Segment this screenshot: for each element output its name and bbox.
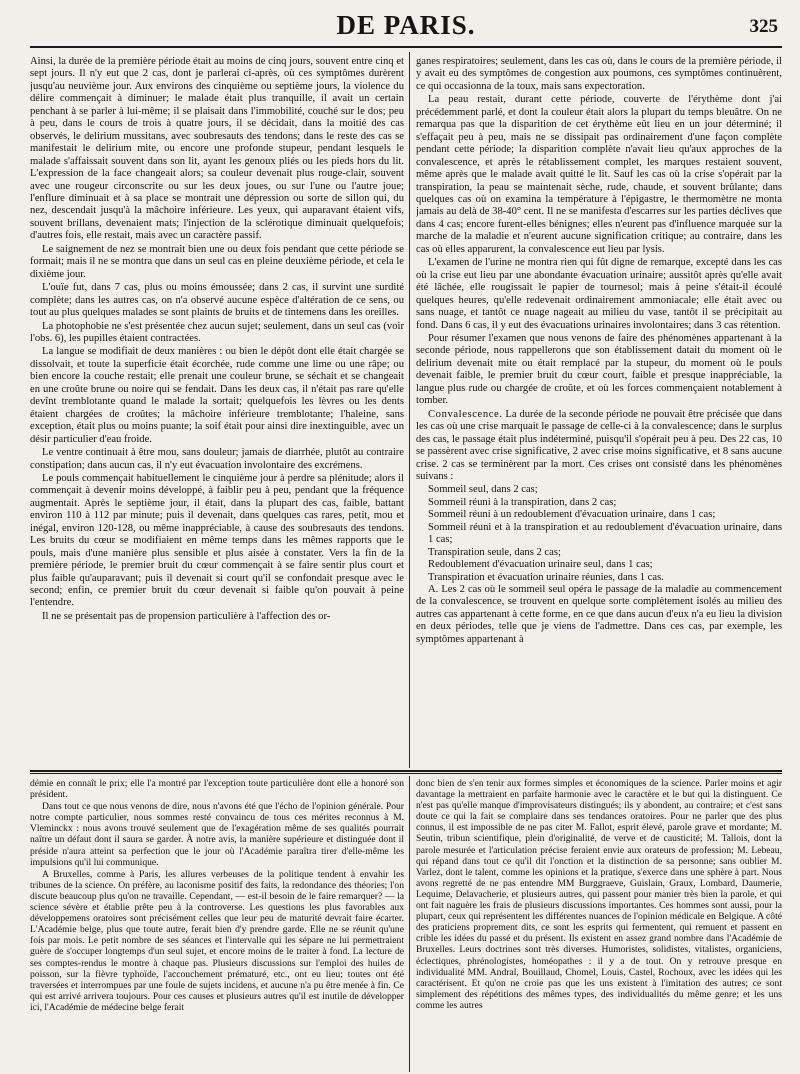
page-header	[30, 6, 782, 48]
feuilleton-column-left	[30, 778, 404, 1070]
paragraph: Le pouls commençait habituellement le cinquième jour à perdre sa plénitude; alors il commençait à devenir moins développé, à faiblir peu à peu, pendant que la fréquence augmentait. Après le septième jour, il était, dans la plupart des cas, faible, battant environ 110 à 112 par minute; puis il devenait, dans quelques cas rares, petit, mou et inégal, environ 120-128, ou même inappréciable, à cause des soubresauts des tendons. Les bruits du cœur se modifiaient en même temps dans les mêmes rapports que le pouls, mais d'une manière plus sensible et plus aisée à constater. Vers la fin de la première période, le premier bruit du cœur commençait à se faire sentir plus court et plus faible qu'auparavant; puis il devenait si court qu'il se confondait presque avec le second; enfin, ce premier bruit du cœur devenait si faible qu'on pouvait à peine l'entendre.	[30, 472, 404, 609]
paragraph: Pour résumer l'examen que nous venons de faire des phénomènes appartenant à la seconde période, nous rappellerons que son établissement datait du moment où le delirium devenait mite ou était remplacé par la stupeur, du moment où le pouls devenait faible, le premier bruit du cœur court, faible et presque inappréciable, la langue plus rude ou chargée de croûte, et où les forces commençaient notablement à tomber.	[416, 332, 782, 407]
feuilleton-column-right	[416, 778, 782, 1070]
paragraph: Dans tout ce que nous venons de dire, nous n'avons été que l'écho de l'opinion générale. Pour notre compte particulier, nous sommes resté convaincu de tous ces mérites reconnus à M. Vleminckx : nous avons trouvé seulement que de l'exagération même de ses qualités pourrait naître un défaut dont il saura se garder. À notre avis, la manière supérieure et distinguée dont il préside n'aura atteint sa perfection que le jour où l'Académie paraîtra tirer d'elle-même les impulsions qu'il lui communique.	[30, 801, 404, 868]
paragraph: La langue se modifiait de deux manières : ou bien le dépôt dont elle était chargée se dissolvait, et toute la superficie était écorchée, rude comme une lime ou une râpe; ou bien encore la couche restait; elle prenait une couleur brune, se séchait et se changeait en une croûte brune ou noire qui se fendait. Dans les deux cas, il n'était pas rare qu'elle devînt tremblotante quand le malade la sortait; quelquefois les lèvres ou les dents étaient chargées de croûtes; la mâchoire inférieure tremblotante; l'haleine, sans exception, était plus ou moins puante; la soif était pour ainsi dire inextinguible, avec un désir particulier d'eau froide.	[30, 346, 404, 445]
paragraph: La photophobie ne s'est présentée chez aucun sujet; seulement, dans un seul cas (voir l'obs. 6), les pupilles étaient contractées.	[30, 320, 404, 344]
list-item: Transpiration seule, dans 2 cas;	[428, 546, 561, 558]
paragraph: Le ventre continuait à être mou, sans douleur; jamais de diarrhée, plutôt au contraire constipation; dans aucun cas, il n'y eut évacuation involontaire des excrémens.	[30, 447, 404, 471]
paragraph: L'ouïe fut, dans 7 cas, plus ou moins émoussée; dans 2 cas, il survint une surdité complète; dans les autres cas, on n'a observé aucune espèce d'altération de ce sens, ou tout au plus quelques malades se sont plaints de bruits et de tintemens dans les oreilles.	[30, 282, 404, 319]
paragraph: Il ne se présentait pas de propension particulière à l'affection des or-	[42, 610, 331, 622]
list-item: Sommeil seul, dans 2 cas;	[428, 484, 538, 496]
list-item: Sommeil réuni à un redoublement d'évacuation urinaire, dans 1 cas;	[428, 509, 716, 521]
feuilleton-rule	[30, 770, 782, 772]
column-divider-top	[409, 52, 410, 768]
section-heading: Convalescence.	[428, 408, 503, 420]
paragraph: L'examen de l'urine ne montra rien qui fût digne de remarque, excepté dans les cas où la crise eut lieu par une abondante évacuation urinaire; aussitôt après qu'elle avait été lâchée, elle rougissait le papier de tournesol; mais à peine s'était-il écoulé quelques heures, qu'elle redevenait ordinairement ammoniacale; elle était avec ou sans nuage, et tantôt ce nuage nageait au milieu du vase, tantôt il se précipitait au fond. Dans 6 cas, il y eut des évacuations urinaires involontaires; dans 3 cas rétention.	[416, 257, 782, 331]
paragraph: donc bien de s'en tenir aux formes simples et économiques de la science. Parler moins et agir davantage la mettraient en parfaite harmonie avec le caractère et le but qui la distinguent. Ce n'est pas qu'elle manque d'improvisateurs distingués; ils y abondent, au contraire; et c'est sans doute ce qui la fait se complaire dans ses tendances oratoires. Pour ne parler que des plus connus, il est impossible de ne pas citer M. Fallot, esprit élevé, parole grave et mordante; M. Seutin, tribun scientifique, plein d'originalité, de verve et de causticité; M. Tallois, dont la parole mesurée et l'articulation précise feraient envie aux orateurs de profession; M. Lebeau, qui répand dans tout ce qu'il dit l'onction et la distinction de sa personne; sans oublier M. Varlez, dont le talent, comme les opinions et la pratique, s'exerce dans une sphère à part. Nous avons regretté de ne pas entendre MM Burggraeve, Guislain, Graux, Lombard, Daumerie, Lequime, Delavacherie, et plusieurs autres, qui passent pour manier très bien la parole, et qui ont fait naguère les frais de plusieurs discussions importantes. Ces hommes sont aussi, pour la plupart, ceux qui représentent les différentes nuances de l'opinion médicale en Belgique. A côté des praticiens proprement dits, ce sont les esprits qui fermentent, qui remuent et passent en crible les idées du passé et du présent. Ils existent en assez grand nombre dans l'Académie de Bruxelles. Leurs doctrines sont très diverses. Humoristes, solidistes, vitalistes, organiciens, éclectiques, phrénologistes, homéopathes : il y a de tout. On y retrouve presque en individualité MM. Andral, Bouillaud, Chomel, Louis, Castel, Rochoux, avec les idées qui les caractérisent. Et qu'on ne croie pas que les uns existent à l'imitation des autres; ce sont simplement des répétitions des mêmes types, des individualités du même genre; et les uns comme les autres	[416, 778, 782, 1011]
paragraph: Le saignement de nez se montrait bien une ou deux fois pendant que cette période se formait; mais il ne se montra que dans un seul cas en pleine deuxième période, et cela le dixième jour.	[30, 243, 404, 280]
convalescence-paragraph	[416, 409, 782, 484]
list-item: Transpiration et évacuation urinaire réunies, dans 1 cas.	[428, 571, 664, 583]
paragraph: La peau restait, durant cette période, couverte de l'érythème dont j'ai précédemment parlé, et dont la couleur était alors la plupart du temps bleuâtre. On ne remarqua pas que la disparition de cet érythème eût lieu en un jour déterminé; il s'effaçait peu à peu, mais ne se dissipait pas ordinairement d'une façon complète pendant cette période; la disparition complète n'avait lieu qu'aux approches de la convalescence, et après le rétablissement complet, les marques restaient souvent, même après que le malade avait quitté le lit. Sauf les cas où la crise s'opérait par la transpiration, la peau se maintenait sèche, rude, chaude, et souvent brûlante; dans quelques cas où on examina la température à l'épigastre, le thermomètre ne monta jamais au delà de 38-40° cent. Il ne se manifesta d'escarres sur les parties déclives que dans 4 cas; encore furent-elles bénignes; elles n'eurent pas d'influence marquée sur la marche de la maladie et n'eurent aucune signification critique; au contraire, dans les cas où elles apparurent, la convalescence eut lieu par lysis.	[416, 94, 782, 255]
list-item: Redoublement d'évacuation urinaire seul, dans 1 cas;	[428, 559, 653, 571]
paragraph: démie en connaît le prix; elle l'a montré par l'exception toute particulière dont elle a honoré son président.	[30, 778, 404, 801]
feuilleton-rule-thin	[30, 773, 782, 774]
paragraph: A Bruxelles, comme à Paris, les allures verbeuses de la politique tendent à envahir les tribunes de la science. On préfère, au laconisme positif des faits, la redondance des théories; l'on discute beaucoup plus qu'on ne travaille. Cependant, — est-il besoin de le faire remarquer? — la science sévère et établie prête peu à la controverse. Les questions les plus favorables aux développemens oratoires sont précisément celles que leur peu de maturité devrait faire écarter. L'Académie belge, plus que toute autre, ferait bien d'y prendre garde. Elle ne se réunit qu'une fois par mois. Le petit nombre de ses séances et l'intervalle qui les sépare ne lui permettraient guère de s'occuper longtemps d'un seul sujet, et encore moins de le traiter à fond. La lecture de ses comptes-rendus le montre à chaque pas. Plusieurs discussions sur l'emploi des huiles de poisson, sur la fièvre typhoïde, l'accouchement prématuré, etc., ont eu lieu; toutes ont été traversées et interrompues par une foule de sujets incidens, et aucune n'a pu être menée à fin. Ce qui est arrivé arrivera toujours. Pour ces causes et plusieurs autres qu'il est inutile de développer ici, l'Académie de médecine belge ferait	[30, 868, 404, 1013]
list-item: Sommeil réuni et à la transpiration et au redoublement d'évacuation urinaire, dans 1 cas;	[428, 521, 782, 546]
running-title: DE PARIS.	[336, 10, 476, 40]
column-divider-bottom	[409, 776, 410, 1072]
article-column-right	[416, 56, 782, 770]
paragraph: A. Les 2 cas où le sommeil seul opéra le passage de la maladie au commencement de la convalescence, se trouvent en quelque sorte complètement isolés au milieu des autres cas appartenant à cette forme, en ce que dans aucun d'eux n'a eu lieu la division en deux périodes, telle que je viens de l'admettre. Dans ces cas, par exemple, les symptômes appartenant à	[416, 584, 782, 645]
paragraph: ganes respiratoires; seulement, dans les cas où, dans le cours de la première période, il y avait eu des symptômes de congestion aux poumons, ces symptômes continuèrent, ce qui occasionna de la toux, mais sans expectoration.	[416, 56, 782, 92]
section-text: La durée de la seconde période ne pouvait être précisée que dans les cas où une crise marquait le passage de celle-ci à la convalescence; dans le surplus des cas, le passage était plus indéterminé, puisqu'il s'opérait peu à peu. Des 22 cas, 10 se passèrent avec crise significative, 2 avec crise moins significative, et 8 sans aucune crise. 2 cas se terminèrent par la mort. Ces crises ont consisté dans les phénomènes suivans :	[416, 408, 782, 482]
list-item: Sommeil réuni à la transpiration, dans 2 cas;	[428, 496, 617, 508]
page-number: 325	[749, 16, 778, 37]
paragraph: Ainsi, la durée de la première période était au moins de cinq jours, souvent entre cinq et sept jours. Il n'y eut que 2 cas, dont je parlerai ci-après, où ces symptômes durèrent jusqu'au neuvième jour. Aux environs des cinquième ou septième jours, la violence du délire commençait à diminuer; le malade était plus tranquille, il avait un certain penchant à se parler à lui-même; il se plaisait dans l'immobilité, couché sur le dos; peu à peu, dans le cours de trois à quatre jours, il se décidait, dans la moitié des cas observés, le delirium mussitans, avec soubresauts des tendons; dans le reste des cas se manifestait le delirium mite, ou encore une profonde stupeur, pendant lesquels le malade s'affaissait souvent dans son lit, ayant les genoux pliés ou les pieds hors du lit. L'expression de la face changeait alors; sa couleur devenait plus rouge-clair, souvent avec une rougeur circonscrite ou sur les deux joues, ou sur l'une ou l'autre joue; l'enflure diminuait et à sa place se montrait une dépression ou sorte de sillon qui, du nez, descendait jusqu'à la mâchoire inférieure. Les yeux, qui auparavant étaient vifs, souvent brillans, devenaient mats; l'injection de la sclérotique diminuait quelquefois; d'autres fois, elle restait, mais avec un caractère passif.	[30, 56, 404, 242]
article-column-left	[30, 56, 404, 770]
